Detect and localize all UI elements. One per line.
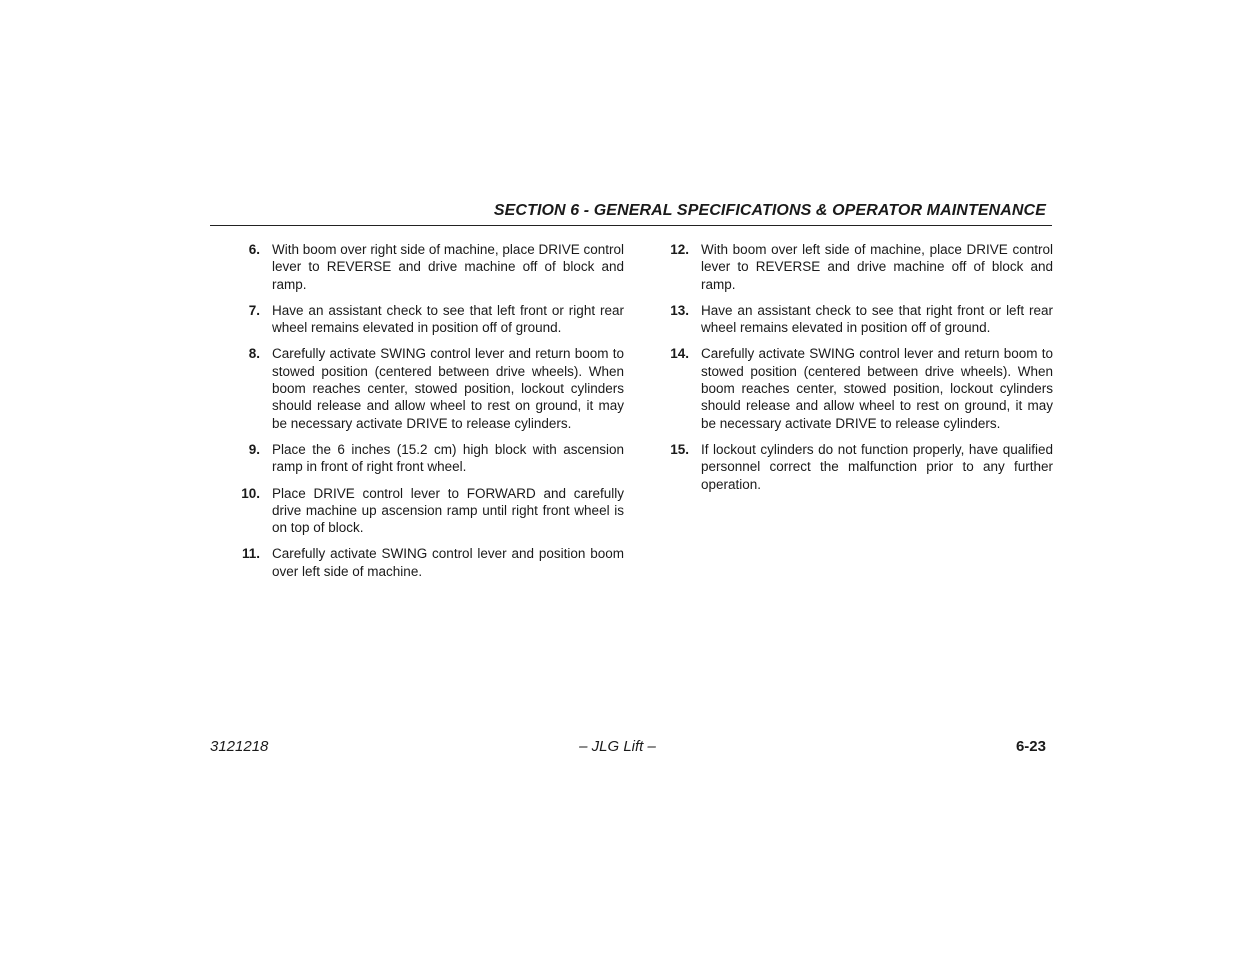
step-text: Have an assistant check to see that right front or left rear wheel remains elevated in position off of ground.	[701, 302, 1053, 336]
step-number: 13.	[670, 302, 689, 318]
step-6	[234, 241, 624, 293]
step-9	[234, 441, 624, 476]
step-number: 14.	[670, 346, 689, 362]
left-column	[234, 241, 624, 589]
step-text: With boom over left side of machine, place DRIVE control lever to REVERSE and drive machine off of block and ramp.	[701, 242, 1053, 292]
step-10	[234, 485, 624, 537]
step-text: With boom over right side of machine, place DRIVE control lever to REVERSE and drive machine off of block and ramp.	[272, 242, 624, 292]
step-text: Place the 6 inches (15.2 cm) high block with ascension ramp in front of right front wheel.	[272, 441, 624, 475]
brand-footer: – JLG Lift –	[579, 738, 656, 755]
step-number: 15.	[670, 441, 689, 457]
step-14	[663, 345, 1053, 431]
step-number: 11.	[241, 546, 260, 562]
step-text: Have an assistant check to see that left front or right rear wheel remains elevated in position off of ground.	[272, 302, 624, 336]
step-text: Place DRIVE control lever to FORWARD and carefully drive machine up ascension ramp until right front wheel is on top of block.	[272, 485, 624, 536]
step-7	[234, 302, 624, 337]
section-title: SECTION 6 - GENERAL SPECIFICATIONS & OPERATOR MAINTENANCE	[493, 202, 1046, 219]
step-number: 8.	[248, 346, 260, 362]
step-number: 6.	[248, 242, 260, 257]
step-12	[663, 241, 1053, 293]
page-number: 6-23	[1015, 738, 1046, 755]
step-8	[234, 345, 624, 431]
step-11	[234, 545, 624, 580]
step-number: 12.	[670, 242, 689, 257]
step-number: 9.	[248, 441, 260, 457]
step-15	[663, 441, 1053, 493]
document-number: 3121218	[210, 738, 269, 755]
step-13	[663, 302, 1053, 337]
step-number: 7.	[248, 302, 260, 318]
step-text: Carefully activate SWING control lever and position boom over left side of machine.	[272, 546, 624, 579]
step-number: 10.	[241, 485, 260, 501]
step-text: Carefully activate SWING control lever and return boom to stowed position (centered between drive wheels). When boom reaches center, stowed position, lockout cylinders should release and allow wheel to rest on ground, it may be necessary activate DRIVE to release cylinders.	[701, 346, 1053, 431]
right-column	[663, 241, 1053, 502]
step-text: If lockout cylinders do not function properly, have qualified personnel correct the malfunction prior to any further operation.	[701, 441, 1053, 492]
header-divider	[210, 225, 1052, 226]
step-text: Carefully activate SWING control lever and return boom to stowed position (centered between drive wheels). When boom reaches center, stowed position, lockout cylinders should release and allow wheel to rest on ground, it may be necessary activate DRIVE to release cylinders.	[272, 346, 624, 431]
